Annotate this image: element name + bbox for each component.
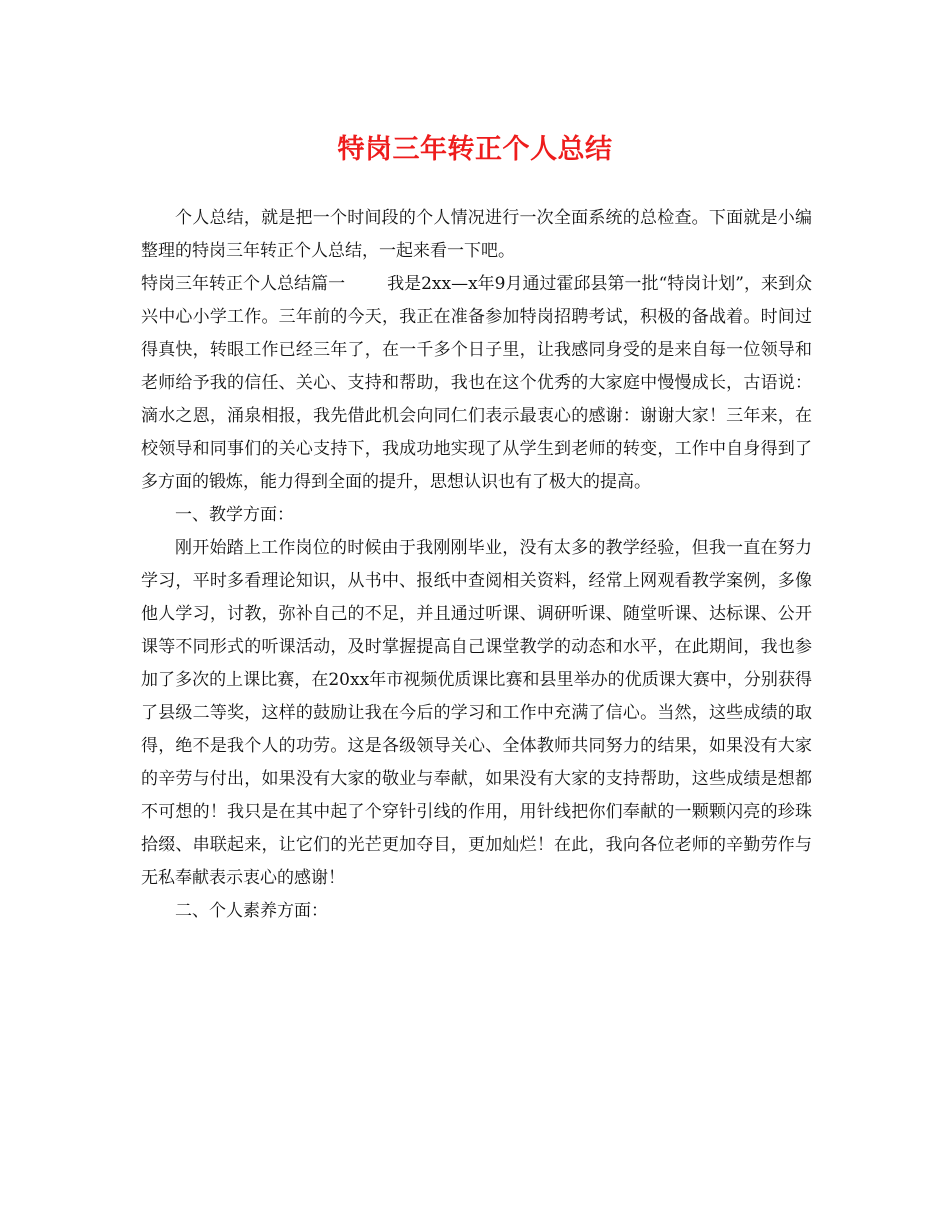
section-1-heading: 一、教学方面： <box>175 505 294 525</box>
intro-paragraph: 个人总结，就是把一个时间段的个人情况进行一次全面系统的总检查。下面就是小编整理的特岗三年转正个人总结，一起来看一下吧。 <box>141 208 812 261</box>
paragraph-1-text: 我是2xx—x年9月通过霍邱县第一批“特岗计划”，来到众兴中心小学工作。三年前的今天，我正在准备参加特岗招聘考试，积极的备战着。时间过得真快，转眼工作已经三年了，在一千多个日子里，让我感同身受的是来自每一位领导和老师给予我的信任、关心、支持和帮助，我也在这个优秀的大家庭中慢慢成长，古语说：滴水之恩，涌泉相报，我先借此机会向同仁们表示最衷心的感谢：谢谢大家！三年来，在校领导和同事们的关心支持下，我成功地实现了从学生到老师的转变，工作中自身得到了多方面的锻炼，能力得到全面的提升，思想认识也有了极大的提高。 <box>141 274 812 492</box>
document-body <box>141 202 812 928</box>
page-title: 特岗三年转正个人总结 <box>337 134 613 165</box>
section-2-heading: 二、个人素养方面： <box>175 901 328 921</box>
section-1-body: 刚开始踏上工作岗位的时候由于我刚刚毕业，没有太多的教学经验，但我一直在努力学习，平时多看理论知识，从书中、报纸中查阅相关资料，经常上网观看教学案例，多像他人学习，讨教，弥补自己的不足，并且通过听课、调研听课、随堂听课、达标课、公开课等不同形式的听课活动，及时掌握提高自己课堂教学的动态和水平，在此期间，我也参加了多次的上课比赛，在20xx年市视频优质课比赛和县里举办的优质课大赛中，分别获得了县级二等奖，这样的鼓励让我在今后的学习和工作中充满了信心。当然，这些成绩的取得，绝不是我个人的功劳。这是各级领导关心、全体教师共同努力的结果，如果没有大家的辛劳与付出，如果没有大家的敬业与奉献，如果没有大家的支持帮助，这些成绩是想都不可想的！我只是在其中起了个穿针引线的作用，用针线把你们奉献的一颗颗闪亮的珍珠拾缀、串联起来，让它们的光芒更加夺目，更加灿烂！在此，我向各位老师的辛勤劳作与无私奉献表示衷心的感谢！ <box>141 538 812 888</box>
article-paragraph-1 <box>141 268 812 499</box>
article-heading: 特岗三年转正个人总结篇一 <box>141 274 346 294</box>
